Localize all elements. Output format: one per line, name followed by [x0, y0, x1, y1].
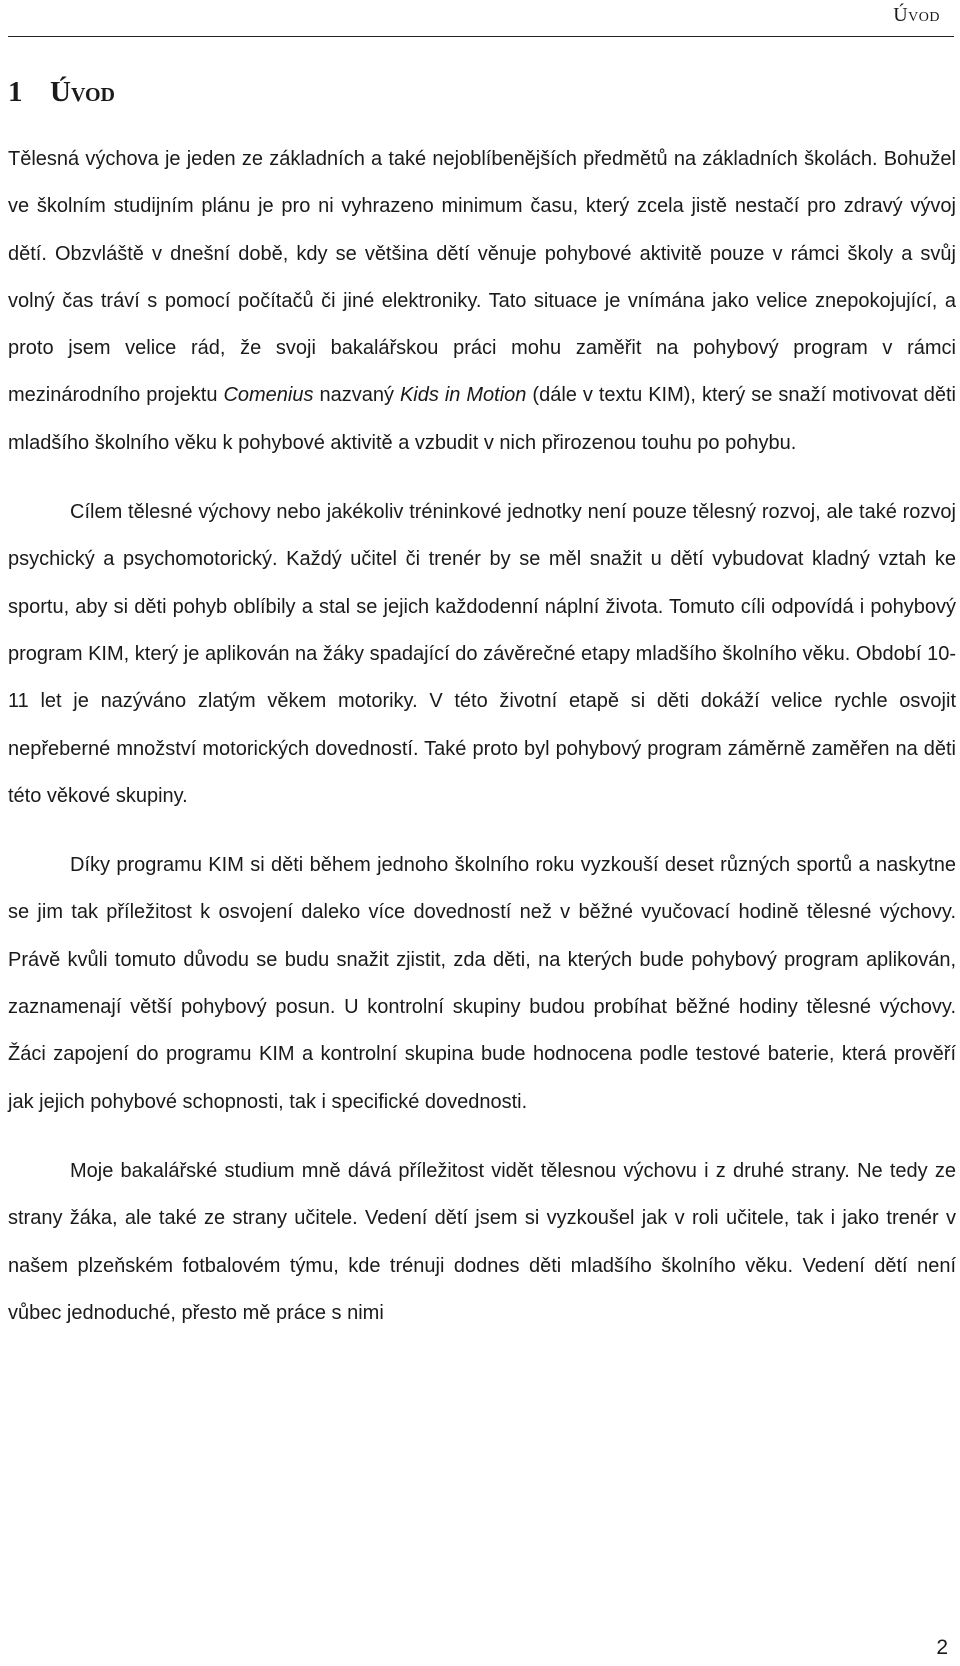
chapter-heading: [8, 76, 115, 109]
paragraph-2: Cílem tělesné výchovy nebo jakékoliv tréninkové jednotky není pouze tělesný rozvoj, ale také rozvoj psychický a psychomotorický. Každý učitel či trenér by se měl snažit u dětí vybudovat kladný vztah ke sportu, aby si děti pohyb oblíbily a stal se jejich každodenní náplní života. Tomuto cíli odpovídá i pohybový program KIM, který je aplikován na žáky spadající do závěrečné etapy mladšího školního věku. Období 10-11 let je nazýváno zlatým věkem motoriky. V této životní etapě si děti dokáží velice rychle osvojit nepřeberné množství motorických dovedností. Také proto byl pohybový program záměrně zaměřen na děti této věkové skupiny.: [8, 501, 956, 807]
paragraph-4: Moje bakalářské studium mně dává příležitost vidět tělesnou výchovu i z druhé strany. Ne tedy ze strany žáka, ale také ze strany učitele. Vedení dětí jsem si vyzkoušel jak v roli učitele, tak i jako trenér v našem plzeňském fotbalovém týmu, kde trénuji dodnes děti mladšího školního věku. Vedení dětí není vůbec jednoduché, přesto mě práce s nimi: [8, 1159, 956, 1324]
paragraph-3: Díky programu KIM si děti během jednoho školního roku vyzkouší deset různých sportů a naskytne se jim tak příležitost k osvojení daleko více dovedností než v běžné vyučovací hodině tělesné výchovy. Právě kvůli tomuto důvodu se budu snažit zjistit, zda děti, na kterých bude pohybový program aplikován, zaznamenají větší pohybový posun. U kontrolní skupiny budou probíhat běžné hodiny tělesné výchovy. Žáci zapojení do programu KIM a kontrolní skupina bude hodnocena podle testové baterie, která prověří jak jejich pohybové schopnosti, tak i specifické dovednosti.: [8, 854, 956, 1113]
paragraph-1: Tělesná výchova je jeden ze základních a také nejoblíbenějších předmětů na základních školách. Bohužel ve školním studijním plánu je pro ni vyhrazeno minimum času, který zcela jistě nestačí pro zdravý vývoj dětí. Obzvláště v dnešní době, kdy se většina dětí věnuje pohybové aktivitě pouze v rámci školy a svůj volný čas tráví s pomocí počítačů či jiné elektroniky. Tato situace je vnímána jako velice znepokojující, a proto jsem velice rád, že svoji bakalářskou práci mohu zaměřit na pohybový program v rámci mezinárodního projektu Comenius nazvaný Kids in Motion (dále v textu KIM), který se snaží motivovat děti mladšího školního věku k pohybové aktivitě a vzbudit v nich přirozenou touhu po pohybu.: [8, 148, 957, 454]
running-header: Úvod: [893, 4, 940, 26]
chapter-title: Úvod: [50, 76, 115, 108]
body-text: [8, 136, 956, 1359]
chapter-number: 1: [8, 76, 23, 108]
header-rule: [8, 36, 954, 37]
page-number: 2: [936, 1636, 948, 1659]
